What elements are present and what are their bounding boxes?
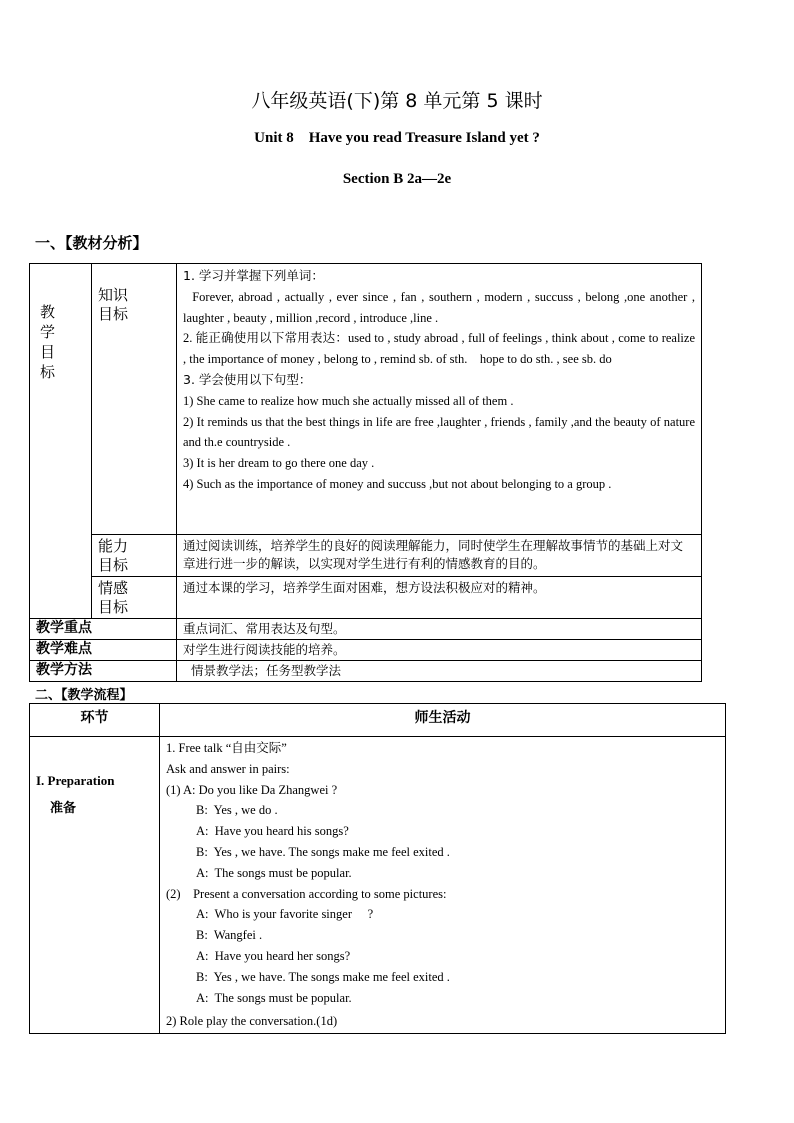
focus-text: 重点词汇、常用表达及句型。: [183, 621, 346, 636]
knowledge-line: 3. 学会使用以下句型：: [183, 371, 312, 387]
activity-line: A: The songs must be popular.: [196, 865, 352, 880]
col-header-activity: [160, 704, 726, 737]
activity-line: B: Yes , we have. The songs make me feel exited .: [196, 969, 450, 984]
knowledge-line: 4) Such as the importance of money and succuss ,but not about belonging to a group .: [183, 476, 612, 491]
method-label-cell: [30, 661, 177, 682]
difficulty-content: [177, 640, 702, 661]
activity-line: 1. Free talk “自由交际”: [166, 741, 287, 755]
focus-label: 教学重点: [36, 620, 92, 636]
activity-line: B: Wangfei .: [196, 928, 263, 943]
knowledge-line: 1) She came to realize how much she actually missed all of them .: [183, 393, 514, 408]
knowledge-line: 3) It is her dream to go there one day .: [183, 456, 375, 471]
teaching-process-table: [29, 703, 726, 1034]
stage-en: I. Preparation: [36, 773, 115, 788]
emotion-goal-label: 情感 目标: [98, 579, 129, 616]
emotion-goal-label-cell: [92, 577, 177, 619]
activity-line: (1) A: Do you like Da Zhangwei ?: [166, 782, 338, 797]
method-content: [177, 661, 702, 682]
knowledge-goal-label-cell: [92, 264, 177, 535]
activity-line: A: Have you heard his songs?: [196, 824, 349, 839]
activity-header: 师生活动: [414, 710, 471, 726]
ability-goal-text: 通过阅读训练，培养学生的良好的阅读理解能力，同时使学生在理解故事情节的基础上对文章进行进一步的解读，以实现对学生进行有利的情感教育的目的。: [183, 538, 684, 571]
difficulty-text: 对学生进行阅读技能的培养。: [183, 642, 346, 657]
knowledge-line: 2. 能正确使用以下常用表达：used to , study abroad , full of feelings , think about , come to realize , the importance of money , belong to , remind sb. of sth. hope to do sth. , see sb. do: [183, 331, 699, 367]
teaching-goal-label: 教 学 目 标: [40, 303, 56, 381]
material-analysis-table: [29, 263, 702, 682]
difficulty-label-cell: [30, 640, 177, 661]
activity-line: 2) Role play the conversation.(1d): [166, 1014, 338, 1029]
ability-goal-content: [177, 535, 702, 577]
activity-line: (2) Present a conversation according to some pictures:: [166, 886, 447, 901]
activity-line: B: Yes , we do .: [196, 803, 278, 818]
knowledge-goal-content: [177, 264, 702, 535]
section2-heading: 二、【教学流程】: [35, 688, 133, 703]
unit-title: Unit 8 Have you read Treasure Island yet ?: [254, 130, 540, 146]
activity-line: B: Yes , we have. The songs make me feel exited .: [196, 844, 450, 859]
activity-line: A: The songs must be popular.: [196, 990, 352, 1005]
stage-cn: 准备: [50, 801, 77, 816]
knowledge-line: Forever, abroad , actually , ever since , fan , southern , modern , succuss , belong ,one another , laughter , beauty , million ,record , introduce ,line .: [183, 289, 699, 325]
knowledge-goal-text: [177, 264, 701, 495]
method-label: 教学方法: [36, 662, 92, 678]
method-text: 情景教学法；任务型教学法: [183, 663, 341, 678]
page-title: 八年级英语(下)第 8 单元第 5 课时: [251, 90, 543, 112]
focus-content: [177, 619, 702, 640]
stage-header: 环节: [80, 710, 109, 726]
emotion-goal-content: [177, 577, 702, 619]
knowledge-line: 2) It reminds us that the best things in life are free ,laughter , friends , family ,and the beauty of nature and th.e countryside .: [183, 414, 695, 450]
teaching-goal-cell: [30, 264, 92, 619]
activity-lines: [160, 737, 725, 1033]
section1-heading: 一、【教材分析】: [35, 234, 148, 252]
ability-goal-label: 能力 目标: [98, 537, 129, 574]
stage-cell: [30, 737, 160, 1034]
emotion-goal-text: 通过本课的学习，培养学生面对困难，想方设法积极应对的精神。: [183, 580, 546, 595]
difficulty-label: 教学难点: [36, 641, 92, 657]
activity-line: Ask and answer in pairs:: [166, 761, 290, 776]
activity-line: A: Who is your favorite singer ?: [196, 907, 374, 922]
activity-line: A: Have you heard her songs?: [196, 948, 351, 963]
section-title: Section B 2a—2e: [342, 171, 452, 187]
knowledge-line: 1. 学习并掌握下列单词：: [183, 268, 324, 283]
ability-goal-label-cell: [92, 535, 177, 577]
col-header-stage: [30, 704, 160, 737]
focus-label-cell: [30, 619, 177, 640]
knowledge-goal-label: 知识 目标: [98, 286, 129, 323]
activity-cell: [160, 737, 726, 1034]
